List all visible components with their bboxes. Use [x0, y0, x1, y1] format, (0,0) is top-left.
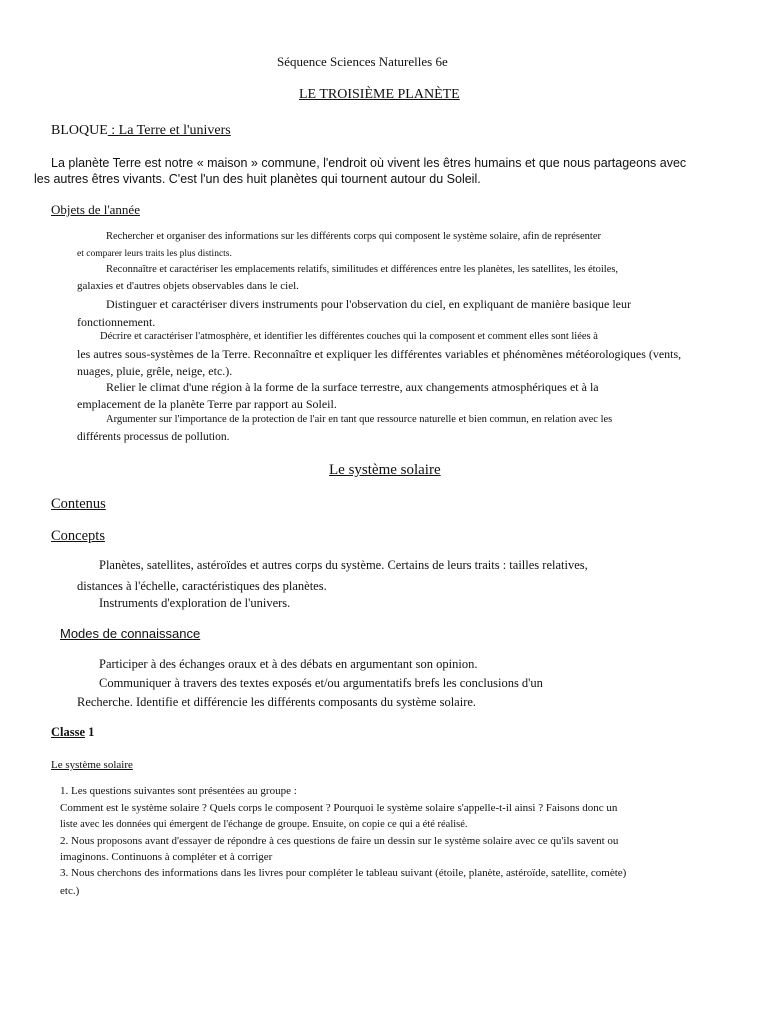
bloque-label: BLOQUE [51, 123, 108, 138]
objective-item-1-cont: et comparer leurs traits les plus distincts. [77, 249, 232, 259]
main-title: LE TROISIÈME PLANÈTE [299, 87, 460, 102]
concept-line-3 [95, 596, 290, 611]
objective-item-4-cont2: nuages, pluie, grêle, neige, etc.). [77, 364, 233, 378]
objective-item-3 [96, 297, 631, 312]
objective-item-4-cont: les autres sous-systèmes de la Terre. Reconnaître et expliquer les différentes variables et phénomènes météorologiques (vents, [77, 347, 682, 361]
intro-line-2: les autres êtres vivants. C'est l'un des huit planètes qui tournent autour du Soleil. [34, 172, 481, 186]
question-2-line-2: imaginons. Continuons à compléter et à corriger [60, 851, 273, 863]
concept-text: Planètes, satellites, astéroïdes et autres corps du système. Certains de leurs traits : tailles relatives, [99, 558, 588, 572]
solar-system-heading-text: Le système solaire [329, 462, 441, 478]
modes-heading: Modes de connaissance [60, 626, 201, 641]
objective-item-5-cont: emplacement de la planète Terre par rapport au Soleil. [77, 397, 337, 411]
classe-label: Classe [51, 725, 86, 739]
concepts-heading: Concepts [51, 528, 105, 544]
objectives-heading: Objets de l'année [51, 202, 140, 217]
concept-text: Instruments d'exploration de l'univers. [99, 596, 291, 610]
objective-item-1 [96, 231, 601, 242]
objective-item-6 [96, 414, 612, 425]
objective-text: Argumenter sur l'importance de la protection de l'air en tant que ressource naturelle et bien commun, en relation avec les [106, 414, 613, 425]
objective-text: Reconnaître et caractériser les emplacements relatifs, similitudes et différences entre les planètes, les satellites, les étoiles, [106, 264, 619, 275]
objective-item-6-cont: différents processus de pollution. [77, 431, 230, 443]
objective-text: Décrire et caractériser l'atmosphère, et identifier les différentes couches qui la composent et comment elles sont liées à [100, 331, 598, 342]
concept-line-2: distances à l'échelle, caractéristiques des planètes. [77, 579, 327, 593]
objective-text: Rechercher et organiser des informations sur les différents corps qui composent le système solaire, afin de représenter [106, 231, 601, 242]
classe-subheading: Le système solaire [51, 759, 133, 771]
objective-text: Relier le climat d'une région à la forme de la surface terrestre, aux changements atmosphériques et à la [106, 380, 599, 394]
question-1-line-3: liste avec les données qui émergent de l'échange de groupe. Ensuite, on copie ce qui a été réalisé. [60, 819, 468, 830]
bloque-text: : La Terre et l'univers [107, 123, 231, 138]
modes-line-2 [95, 676, 543, 691]
sequence-title: Séquence Sciences Naturelles 6e [277, 54, 448, 69]
modes-text: Communiquer à travers des textes exposés et/ou argumentatifs brefs les conclusions d'un [99, 676, 543, 690]
question-1-line-1: 1. Les questions suivantes sont présentées au groupe : [60, 785, 297, 797]
question-2-line-1: 2. Nous proposons avant d'essayer de répondre à ces questions de faire un dessin sur le système solaire avec ce qu'ils savent ou [60, 835, 619, 847]
classe-heading [51, 725, 94, 740]
modes-line-3: Recherche. Identifie et différencie les différents composants du système solaire. [77, 695, 477, 709]
intro-line-1: La planète Terre est notre « maison » commune, l'endroit où vivent les êtres humains et que nous partageons avec [51, 156, 687, 170]
modes-text: Participer à des échanges oraux et à des débats en argumentant son opinion. [99, 657, 478, 671]
objective-item-3-cont: fonctionnement. [77, 315, 156, 329]
question-1-line-2: Comment est le système solaire ? Quels corps le composent ? Pourquoi le système solaire s'appelle-t-il ainsi ? Faisons donc un [60, 802, 618, 814]
objective-item-5 [96, 380, 599, 395]
contenus-heading: Contenus [51, 496, 106, 512]
question-3-line-1: 3. Nous cherchons des informations dans les livres pour compléter le tableau suivant (étoile, planète, astéroïde, satellite, comète) [60, 867, 627, 879]
objective-text: Distinguer et caractériser divers instruments pour l'observation du ciel, en expliquant de manière basique leur [106, 297, 631, 311]
objective-item-2 [96, 264, 618, 275]
concept-line-1 [95, 558, 588, 573]
classe-number: 1 [85, 725, 95, 739]
question-3-line-2: etc.) [60, 885, 80, 897]
objective-item-2-cont: galaxies et d'autres objets observables dans le ciel. [77, 280, 299, 292]
objective-item-4 [96, 331, 598, 342]
bloque-line [51, 123, 257, 139]
solar-system-heading [329, 462, 441, 479]
modes-line-1 [95, 657, 477, 672]
